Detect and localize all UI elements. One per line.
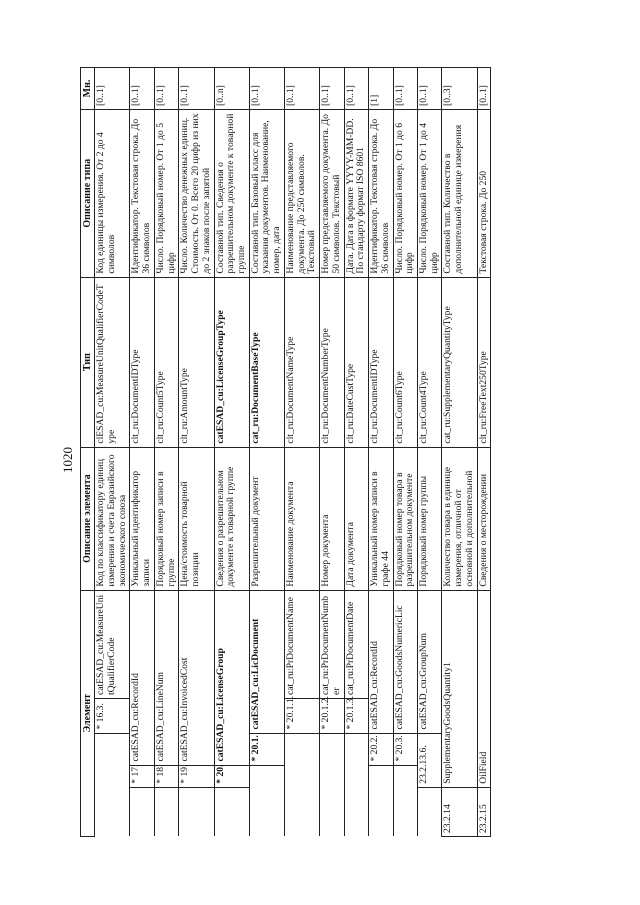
header-type-description: Описание типа xyxy=(81,109,95,277)
element-name: catESAD_cu:LineNum xyxy=(154,590,178,765)
type-description: Код единицы измерения. От 2 до 4 символов xyxy=(95,109,130,277)
multiplicity: [0..1] xyxy=(249,68,284,110)
type-name: clt_ru:Count4Type xyxy=(418,277,442,447)
table-row xyxy=(320,68,344,837)
row-number: * 18. xyxy=(154,765,178,787)
table-row xyxy=(369,68,393,837)
rotated-table-container xyxy=(80,67,560,837)
row-number: 23.2.13.6. xyxy=(418,733,442,787)
multiplicity: [0..1] xyxy=(320,68,344,110)
type-description: Идентификатор. Текстовая строка. До 36 символов xyxy=(130,109,154,277)
element-name: catESAD_cu:RecordId xyxy=(130,590,154,765)
element-name: cat_ru:PrDocumentName xyxy=(284,590,319,698)
type-description: Число. Порядковый номер. От 1 до 6 цифр xyxy=(393,109,417,277)
multiplicity: [0..1] xyxy=(130,68,154,110)
table-row xyxy=(214,68,249,837)
table-row xyxy=(442,68,477,837)
row-number: 23.2.14 xyxy=(442,787,477,836)
element-description: Номер документа xyxy=(320,447,344,590)
element-name: catESAD_cu:LicenseGroup xyxy=(214,590,249,765)
type-description: Число. Количество денежных единиц. Стоимость. От 0. Всего 20 цифр из них до 2 знаков после запятой xyxy=(179,109,214,277)
type-description: Число. Порядковый номер. От 1 до 4 цифр xyxy=(418,109,442,277)
multiplicity: [0..1] xyxy=(393,68,417,110)
element-name: catESAD_cu:GroupNum xyxy=(418,590,442,733)
type-description: Составной тип. Базовый класс для указания документов. Наименование, номер, дата xyxy=(249,109,284,277)
table-row xyxy=(477,68,491,837)
row-number: * 17. xyxy=(130,765,154,787)
type-description: Число. Порядковый номер. От 1 до 5 цифр xyxy=(154,109,178,277)
type-description: Идентификатор. Текстовая строка. До 36 символов xyxy=(369,109,393,277)
row-number: * 20.1.2. xyxy=(320,699,344,734)
type-description: Наименование представляемого документа. До 250 символов. Текстовый xyxy=(284,109,319,277)
header-multiplicity: Мн. xyxy=(81,68,95,110)
row-number: * 20.2. xyxy=(369,733,393,765)
row-number: * 20.1. xyxy=(249,733,284,765)
row-number: * 20.3. xyxy=(393,733,417,765)
element-description: Сведения о разрешительном документе к товарной группе xyxy=(214,447,249,590)
table-row xyxy=(344,68,368,837)
page-number: 1020 xyxy=(60,447,75,473)
element-name: catESAD_cu:LicDocument xyxy=(249,590,284,733)
table-row xyxy=(179,68,214,837)
table-row xyxy=(130,68,154,837)
table-row xyxy=(154,68,178,837)
element-name: SupplementaryGoodsQuantity1 xyxy=(442,590,477,787)
row-number: * 20.1.3. xyxy=(344,699,368,734)
type-name: cat_ru:SupplementaryQuantityType xyxy=(442,277,477,447)
header-element-description: Описание элемента xyxy=(81,447,95,590)
multiplicity: [0..3] xyxy=(442,68,477,110)
type-name: clt_ru:DateCustType xyxy=(344,277,368,447)
element-description: Уникальный номер записи в графе 44 xyxy=(369,447,393,590)
multiplicity: [0..1] xyxy=(284,68,319,110)
multiplicity: [0..1] xyxy=(418,68,442,110)
element-description: Дата документа xyxy=(344,447,368,590)
element-description: Цена/стоимость товарной позиции xyxy=(179,447,214,590)
type-name: clt_ru:Count6Type xyxy=(393,277,417,447)
element-description: Наименование документа xyxy=(284,447,319,590)
element-name: cat_ru:PrDocumentNumber xyxy=(320,590,344,698)
table-header-row xyxy=(81,68,95,837)
element-name: cat_ru:PrDocumentDate xyxy=(344,590,368,698)
header-type: Тип xyxy=(81,277,95,447)
type-name: clt_ru:DocumentNameType xyxy=(284,277,319,447)
element-description: Количество товара в единице измерения, отличной от основной и дополнительной xyxy=(442,447,477,590)
element-name: catESAD_cu:RecordId xyxy=(369,590,393,733)
element-table xyxy=(80,67,491,837)
element-description: Порядковый номер группы xyxy=(418,447,442,590)
element-name: catESAD_cu:InvoicedCost xyxy=(179,590,214,765)
type-name: clt_ru:FreeText250Type xyxy=(477,277,491,447)
element-description: Сведения о месторождении xyxy=(477,447,491,590)
table-row xyxy=(393,68,417,837)
type-name: cat_ru:DocumentBaseType xyxy=(249,277,284,447)
type-name: clt_ru:DocumentIDType xyxy=(369,277,393,447)
element-description: Порядковый номер записи в группе xyxy=(154,447,178,590)
type-description: Составной тип. Количество в дополнительной единице измерения xyxy=(442,109,477,277)
header-element: Элемент xyxy=(81,590,95,836)
multiplicity: [0..1] xyxy=(344,68,368,110)
type-name: clt_ru:DocumentIDType xyxy=(130,277,154,447)
type-description: Номер представляемого документа. До 50 символов. Текстовый xyxy=(320,109,344,277)
element-name: catESAD_cu:MeasureUnitQualifierCode xyxy=(95,590,130,698)
row-number: 23.2.15 xyxy=(477,787,491,836)
type-name: catESAD_cu:LicenseGroupType xyxy=(214,277,249,447)
element-description: Порядковый номер товара в разрешительном документе xyxy=(393,447,417,590)
row-number: * 20.1.1. xyxy=(284,699,319,734)
element-description: Код по классификатору единиц измерения и счета Евразийского экономического союза xyxy=(95,447,130,590)
table-row xyxy=(249,68,284,837)
element-name: catESAD_cu:GoodsNumericLic xyxy=(393,590,417,733)
type-description: Дата. Дата в формате YYYY-MM-DD. По стандарту формат ISO 8601 xyxy=(344,109,368,277)
table-row xyxy=(284,68,319,837)
multiplicity: [0..n] xyxy=(214,68,249,110)
row-number: * 16.3. xyxy=(95,699,130,734)
element-description: Разрешительный документ xyxy=(249,447,284,590)
multiplicity: [1] xyxy=(369,68,393,110)
type-name: clESAD_cu:MeasureUnitQualifierCodeType xyxy=(95,277,130,447)
element-description: Уникальный идентификатор записи xyxy=(130,447,154,590)
multiplicity: [0..1] xyxy=(179,68,214,110)
type-name: clt_ru:AmountType xyxy=(179,277,214,447)
multiplicity: [0..1] xyxy=(154,68,178,110)
row-number: * 19. xyxy=(179,765,214,787)
element-name: OilField xyxy=(477,590,491,787)
table-row xyxy=(95,68,130,837)
type-description: Текстовая строка. До 250 xyxy=(477,109,491,277)
multiplicity: [0..1] xyxy=(95,68,130,110)
row-number: * 20. xyxy=(214,765,249,787)
type-description: Составной тип. Сведения о разрешительном документе к товарной группе xyxy=(214,109,249,277)
table-row xyxy=(418,68,442,837)
type-name: clt_ru:DocumentNumberType xyxy=(320,277,344,447)
multiplicity: [0..1] xyxy=(477,68,491,110)
type-name: clt_ru:Count5Type xyxy=(154,277,178,447)
